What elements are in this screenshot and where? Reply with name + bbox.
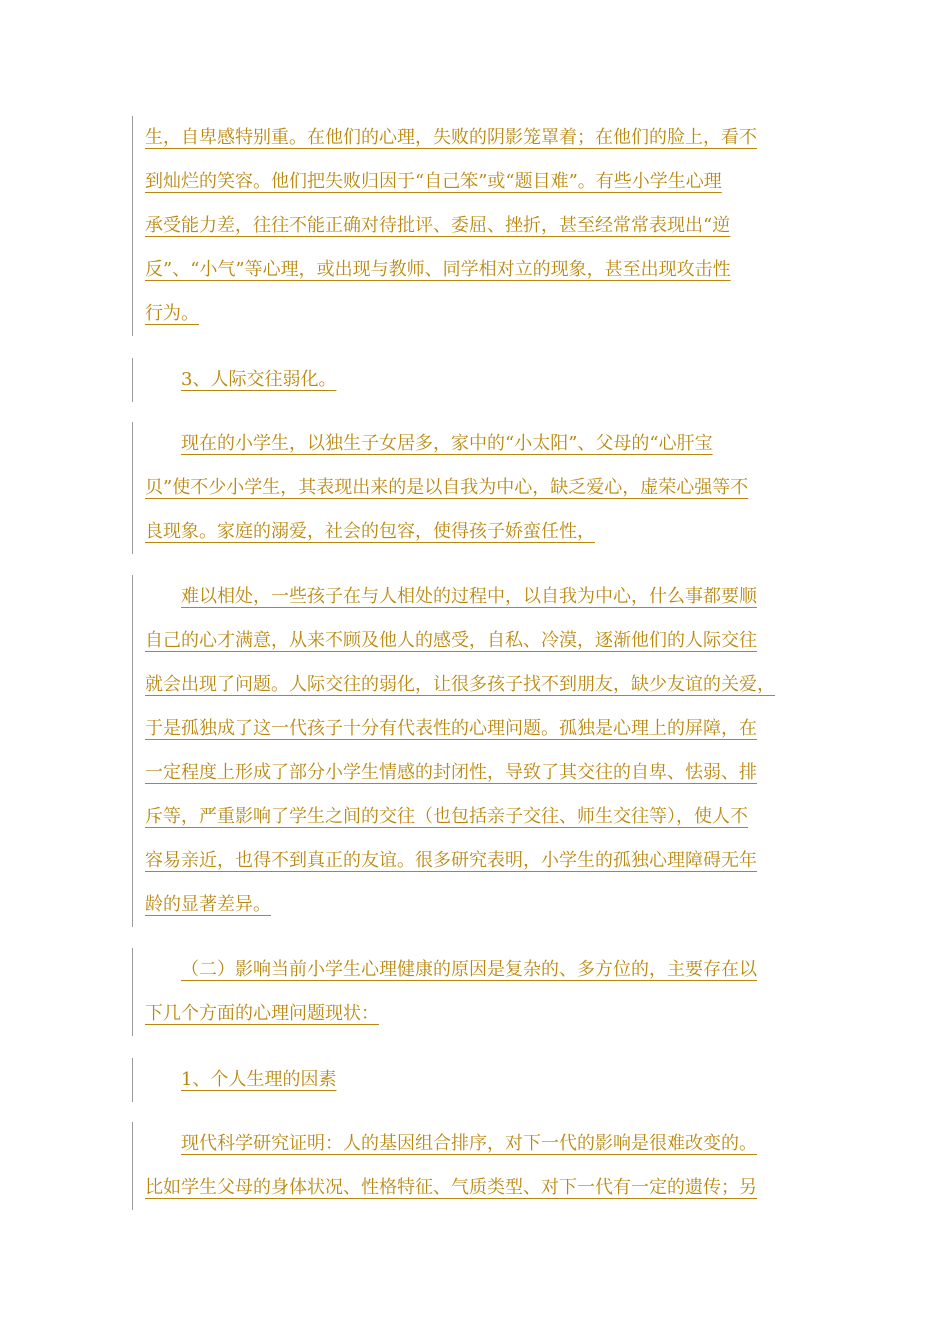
text-line: 到灿烂的笑容。他们把失败归因于“自己笨”或“题目难”。有些小学生心理 bbox=[145, 171, 722, 192]
text-line: 下几个方面的心理问题现状： bbox=[145, 1003, 379, 1024]
paragraph-self-esteem bbox=[132, 116, 812, 336]
text-line: 承受能力差，往往不能正确对待批评、委屈、挫折，甚至经常常表现出“逆 bbox=[145, 215, 731, 236]
section-heading: 1、个人生理的因素 bbox=[181, 1069, 337, 1090]
text-line: 行为。 bbox=[145, 303, 199, 324]
paragraph-loneliness bbox=[132, 575, 812, 927]
text-line: 难以相处，一些孩子在与人相处的过程中，以自我为中心，什么事都要顺 bbox=[181, 586, 757, 607]
text-line: 现在的小学生，以独生子女居多，家中的“小太阳”、父母的“心肝宝 bbox=[181, 433, 713, 454]
text-line: 就会出现了问题。人际交往的弱化，让很多孩子找不到朋友，缺少友谊的关爱， bbox=[145, 674, 775, 695]
paragraph-only-child bbox=[132, 422, 812, 554]
text-line: （二）影响当前小学生心理健康的原因是复杂的、多方位的，主要存在以 bbox=[181, 959, 757, 980]
text-line: 自己的心才满意，从来不顾及他人的感受，自私、冷漠，逐渐他们的人际交往 bbox=[145, 630, 757, 651]
paragraph-genetics bbox=[132, 1122, 812, 1210]
text-line: 生，自卑感特别重。在他们的心理，失败的阴影笼罩着；在他们的脸上，看不 bbox=[145, 127, 757, 148]
text-line: 现代科学研究证明：人的基因组合排序，对下一代的影响是很难改变的。 bbox=[181, 1133, 757, 1154]
text-line: 龄的显著差异。 bbox=[145, 894, 271, 915]
text-line: 比如学生父母的身体状况、性格特征、气质类型、对下一代有一定的遗传；另 bbox=[145, 1177, 757, 1198]
text-line: 反”、“小气”等心理，或出现与教师、同学相对立的现象，甚至出现攻击性 bbox=[145, 259, 731, 280]
section-heading: 3、人际交往弱化。 bbox=[181, 369, 337, 390]
text-line: 斥等，严重影响了学生之间的交往（也包括亲子交往、师生交往等），使人不 bbox=[145, 806, 748, 827]
text-line: 良现象。家庭的溺爱，社会的包容，使得孩子娇蛮任性， bbox=[145, 521, 595, 542]
text-line: 一定程度上形成了部分小学生情感的封闭性，导致了其交往的自卑、怯弱、排 bbox=[145, 762, 757, 783]
text-line: 于是孤独成了这一代孩子十分有代表性的心理问题。孤独是心理上的屏障，在 bbox=[145, 718, 757, 739]
text-line: 贝”使不少小学生，其表现出来的是以自我为中心，缺乏爱心，虚荣心强等不 bbox=[145, 477, 749, 498]
paragraph-causes bbox=[132, 948, 812, 1036]
heading-interpersonal bbox=[132, 358, 812, 402]
heading-physiological bbox=[132, 1058, 812, 1102]
text-line: 容易亲近，也得不到真正的友谊。很多研究表明，小学生的孤独心理障碍无年 bbox=[145, 850, 757, 871]
